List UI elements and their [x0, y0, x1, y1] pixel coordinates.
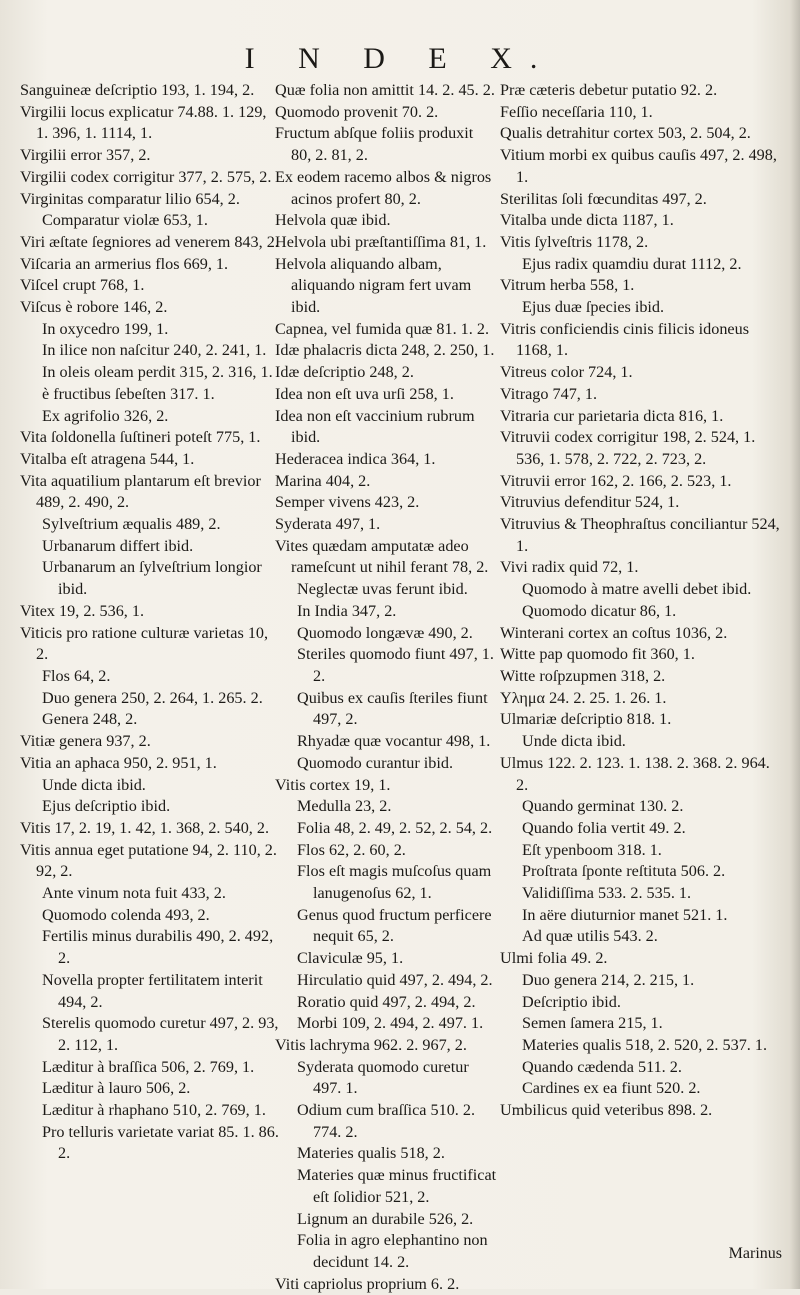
index-subentry: Quomodo à matre avelli debet ibid. — [522, 580, 752, 599]
index-subentry: Semen ſamera 215, 1. — [522, 1014, 663, 1033]
index-subentry: Quando germinat 130. 2. — [522, 797, 684, 816]
index-entry: Viticis pro ratione culturæ varietas 10, 2. — [20, 623, 269, 664]
index-subentry: Duo genera 214, 2. 215, 1. — [522, 970, 695, 989]
index-entry: Virgilii locus explicatur 74.88. 1. 129, 1. 396, 1. 1114, 1. — [20, 102, 267, 143]
index-subentry: Roratio quid 497, 2. 494, 2. — [297, 992, 476, 1011]
index-subentry: In oleis oleam perdit 315, 2. 316, 1. — [42, 363, 273, 382]
index-subentry: Læditur à lauro 506, 2. — [42, 1079, 191, 1098]
index-subentry: Materies qualis 518, 2. 520, 2. 537. 1. — [522, 1035, 768, 1054]
index-subentry: In aëre diuturnior manet 521. 1. — [522, 905, 728, 924]
index-entry: Virginitas comparatur lilio 654, 2. — [20, 189, 240, 208]
index-subentry: Materies quæ minus fructificat eſt ſolidior 521, 2. — [297, 1166, 497, 1206]
index-entry: Ulmus 122. 2. 123. 1. 138. 2. 368. 2. 964. 2. — [500, 753, 770, 794]
index-subentry: Quibus ex cauſis ſteriles fiunt 497, 2. — [297, 688, 488, 729]
index-entry: Quomodo provenit 70. 2. — [275, 102, 439, 121]
index-entry: Qualis detrahitur cortex 503, 2. 504, 2. — [500, 124, 751, 143]
index-subentry: Rhyadæ quæ vocantur 498, 1. — [297, 732, 491, 751]
index-entry: Helvola quæ ibid. — [275, 211, 391, 230]
index-subentry: Unde dicta ibid. — [522, 732, 626, 751]
index-subentry: Morbi 109, 2. 494, 2. 497. 1. — [297, 1014, 484, 1033]
index-entry: Vitis 17, 2. 19, 1. 42, 1. 368, 2. 540, 2. — [20, 818, 270, 837]
index-entry: Syderata 497, 1. — [275, 515, 381, 534]
index-entry: Vites quædam amputatæ adeo rameſcunt ut nihil ferant 78, 2. — [275, 536, 489, 577]
index-entry: Vitis annua eget putatione 94, 2. 110, 2. 92, 2. — [20, 840, 277, 881]
index-subentry: Quomodo colenda 493, 2. — [42, 905, 210, 924]
index-subentry: Pro telluris varietate variat 85. 1. 86. 2. — [42, 1122, 279, 1163]
index-subentry: Urbanarum an ſylveſtrium longior ibid. — [42, 558, 262, 599]
index-entry: Vitis lachryma 962. 2. 967, 2. — [275, 1035, 467, 1054]
index-entry: Feſſio neceſſaria 110, 1. — [500, 102, 653, 121]
index-subentry: Quomodo longævæ 490, 2. — [297, 623, 473, 642]
index-entry: Vita ſoldonella ſuſtineri poteſt 775, 1. — [20, 428, 261, 447]
index-entry: Sterilitas ſoli fœcunditas 497, 2. — [500, 189, 707, 208]
index-subentry: Flos 62, 2. 60, 2. — [297, 840, 406, 859]
index-entry: Vitreus color 724, 1. — [500, 363, 633, 382]
index-subentry: Genus quod fructum perficere nequit 65, 2. — [297, 905, 492, 946]
index-subentry: Eſt ypenboom 318. 1. — [522, 840, 662, 859]
index-entry: Vitraria cur parietaria dicta 816, 1. — [500, 406, 724, 425]
index-subentry: In India 347, 2. — [297, 601, 397, 620]
index-entry: Fructum abſque foliis produxit 80, 2. 81, 2. — [275, 124, 474, 165]
index-entry: Vitis cortex 19, 1. — [275, 775, 391, 794]
index-subentry: Odium cum braſſica 510. 2. 774. 2. — [297, 1101, 476, 1141]
index-subentry: Cardines ex ea fiunt 520. 2. — [522, 1079, 701, 1098]
index-entry: Witte roſpzupmen 318, 2. — [500, 666, 666, 685]
index-entry: Vitium morbi ex quibus cauſis 497, 2. 498, 1. — [500, 146, 777, 186]
index-entry: Vitia an aphaca 950, 2. 951, 1. — [20, 753, 217, 772]
index-entry: Ex eodem racemo albos & nigros acinos profert 80, 2. — [275, 167, 492, 208]
index-subentry: Lignum an durabile 526, 2. — [297, 1209, 474, 1228]
index-subentry: Unde dicta ibid. — [42, 775, 146, 794]
index-entry: Vitruvius defenditur 524, 1. — [500, 493, 680, 512]
index-subentry: Quando cædenda 511. 2. — [522, 1057, 682, 1076]
page-heading: I N D E X. — [244, 42, 556, 75]
index-subentry: Materies qualis 518, 2. — [297, 1144, 445, 1163]
index-subentry: Quomodo dicatur 86, 1. — [522, 601, 677, 620]
index-entry: Marina 404, 2. — [275, 471, 371, 490]
index-entry: Quæ folia non amittit 14. 2. 45. 2. — [275, 81, 495, 99]
index-subentry: Genera 248, 2. — [42, 710, 138, 729]
index-entry: Vivi radix quid 72, 1. — [500, 558, 639, 577]
index-entry: Viſcaria an armerius flos 669, 1. — [20, 254, 229, 273]
index-subentry: Novella propter fertilitatem interit 494, 2. — [42, 970, 263, 1011]
index-entry: Helvola ubi præſtantiſſima 81, 1. — [275, 232, 487, 251]
index-subentry: Ad quæ utilis 543. 2. — [522, 927, 658, 946]
index-entry: Vitruvius & Theophraſtus conciliantur 524, 1. — [500, 515, 780, 555]
index-subentry: Sterelis quomodo curetur 497, 2. 93, 2. 112, 1. — [42, 1014, 279, 1054]
index-subentry: Fertilis minus durabilis 490, 2. 492, 2. — [42, 927, 274, 968]
index-subentry: Validiſſima 533. 2. 535. 1. — [522, 884, 692, 903]
index-subentry: Duo genera 250, 2. 264, 1. 265. 2. — [42, 688, 263, 707]
index-subentry: Syderata quomodo curetur 497. 1. — [297, 1057, 469, 1098]
index-entry: Winterani cortex an coſtus 1036, 2. — [500, 623, 728, 642]
index-subentry: Medulla 23, 2. — [297, 797, 392, 816]
index-subentry: Sylveſtrium æqualis 489, 2. — [42, 515, 221, 534]
index-entry: Viſcel crupt 768, 1. — [20, 276, 145, 295]
index-entry: Vitis ſylveſtris 1178, 2. — [500, 232, 649, 251]
index-entry: Idea non eſt vaccinium rubrum ibid. — [275, 406, 475, 447]
index-subentry: Flos 64, 2. — [42, 666, 111, 685]
index-entry: Vitiæ genera 937, 2. — [20, 732, 151, 751]
index-subentry: Urbanarum differt ibid. — [42, 536, 194, 555]
index-entry: Idæ deſcriptio 248, 2. — [275, 363, 414, 382]
index-subentry: Proſtrata ſponte reſtituta 506. 2. — [522, 862, 726, 881]
index-entry: Præ cæteris debetur putatio 92. 2. — [500, 81, 718, 99]
index-entry: Umbilicus quid veteribus 898. 2. — [500, 1101, 713, 1120]
index-entry: Vitruvii error 162, 2. 166, 2. 523, 1. — [500, 471, 732, 490]
index-subentry: Ante vinum nota fuit 433, 2. — [42, 884, 226, 903]
index-entry: Vitrum herba 558, 1. — [500, 276, 635, 295]
index-entry: Helvola aliquando albam, aliquando nigram fert uvam ibid. — [275, 254, 472, 317]
index-subentry: Ejus deſcriptio ibid. — [42, 797, 171, 816]
index-subentry: Folia in agro elephantino non decidunt 14. 2. — [297, 1231, 488, 1271]
index-entry: Viſcus è robore 146, 2. — [20, 298, 168, 317]
index-subentry: Læditur à rhaphano 510, 2. 769, 1. — [42, 1101, 266, 1120]
index-subentry: Folia 48, 2. 49, 2. 52, 2. 54, 2. — [297, 818, 493, 837]
index-subentry: Quomodo curantur ibid. — [297, 753, 454, 772]
index-entry: Vitex 19, 2. 536, 1. — [20, 601, 145, 620]
index-entry: Viri æſtate ſegniores ad venerem 843, 2. — [20, 232, 279, 251]
index-entry: Ulmi folia 49. 2. — [500, 949, 608, 968]
index-column-right — [500, 80, 785, 1122]
index-entry: Vitalba eſt atragena 544, 1. — [20, 449, 195, 468]
index-entry: Idæ phalacris dicta 248, 2. 250, 1. — [275, 341, 495, 360]
index-entry: Vitris conficiendis cinis filicis idoneus 1168, 1. — [500, 319, 749, 360]
index-subentry: Flos eſt magis muſcoſus quam lanugenoſus 62, 1. — [297, 862, 492, 903]
index-subentry: Neglectæ uvas ferunt ibid. — [297, 580, 468, 599]
index-subentry: Steriles quomodo fiunt 497, 1. 2. — [297, 645, 494, 685]
index-subentry: Comparatur violæ 653, 1. — [42, 211, 208, 230]
index-entry: Witte pap quomodo fit 360, 1. — [500, 645, 695, 664]
index-subentry: Deſcriptio ibid. — [522, 992, 621, 1011]
index-entry: Viti capriolus proprium 6. 2. — [275, 1274, 460, 1293]
index-subentry: Claviculæ 95, 1. — [297, 949, 404, 968]
index-column-middle — [275, 80, 497, 1295]
index-subentry: Quando folia vertit 49. 2. — [522, 818, 686, 837]
index-subentry: Ejus radix quamdiu durat 1112, 2. — [522, 254, 742, 273]
index-entry: Sanguineæ deſcriptio 193, 1. 194, 2. — [20, 81, 255, 99]
index-entry: Capnea, vel fumida quæ 81. 1. 2. — [275, 319, 489, 338]
index-subentry: Læditur à braſſica 506, 2. 769, 1. — [42, 1057, 255, 1076]
index-subentry: Hirculatio quid 497, 2. 494, 2. — [297, 970, 493, 989]
page-edge-shadow — [790, 0, 800, 1289]
index-subentry: è fructibus ſebeſten 317. 1. — [42, 384, 215, 403]
index-entry: Idea non eſt uva urſi 258, 1. — [275, 384, 454, 403]
index-subentry: Ex agrifolio 326, 2. — [42, 406, 169, 425]
index-subentry: In ilice non naſcitur 240, 2. 241, 1. — [42, 341, 267, 360]
index-entry: Virgilii codex corrigitur 377, 2. 575, 2. — [20, 167, 272, 186]
index-entry: Ulmariæ deſcriptio 818. 1. — [500, 710, 672, 729]
index-entry: Semper vivens 423, 2. — [275, 493, 420, 512]
index-entry: Vitrago 747, 1. — [500, 384, 598, 403]
index-entry: Vitruvii codex corrigitur 198, 2. 524, 1. 536, 1. 578, 2. 722, 2. 723, 2. — [500, 428, 756, 468]
index-subentry: In oxycedro 199, 1. — [42, 319, 169, 338]
catchword: Marinus — [728, 1245, 782, 1262]
index-entry: Hederacea indica 364, 1. — [275, 449, 436, 468]
index-entry: Vita aquatilium plantarum eſt brevior 489, 2. 490, 2. — [20, 471, 261, 512]
index-entry: Virgilii error 357, 2. — [20, 146, 151, 165]
index-subentry: Ejus duæ ſpecies ibid. — [522, 298, 665, 317]
index-column-left — [20, 80, 282, 1165]
index-entry: Vitalba unde dicta 1187, 1. — [500, 211, 674, 230]
index-entry: Υλημα 24. 2. 25. 1. 26. 1. — [500, 688, 667, 707]
